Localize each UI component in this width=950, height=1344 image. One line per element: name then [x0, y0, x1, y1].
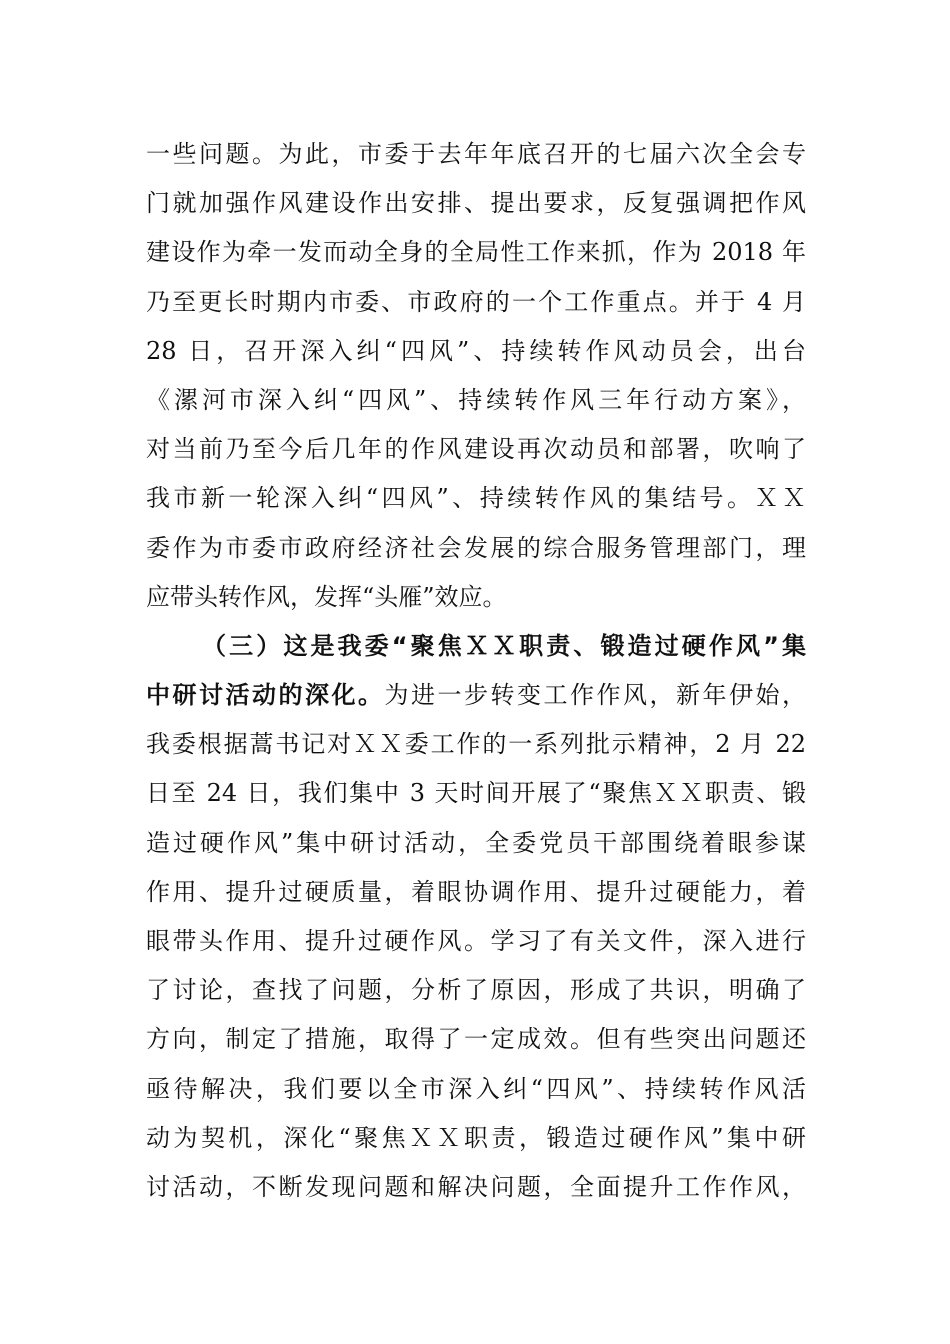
text-line: 亟待解决，我们要以全市深入纠“四风”、持续转作风活	[146, 1074, 806, 1103]
paragraph-2	[146, 622, 806, 1212]
text-line: 《漯河市深入纠“四风”、持续转作风三年行动方案》，	[146, 385, 806, 414]
text-line: 我委根据蒿书记对ＸＸ委工作的一系列批示精神，2 月 22	[146, 730, 806, 759]
text-line: 日至 24 日，我们集中 3 天时间开展了“聚焦ＸＸ职责、锻	[146, 779, 806, 808]
text-line: 我市新一轮深入纠“四风”、持续转作风的集结号。ＸＸ	[146, 484, 806, 513]
text-line: 眼带头作用、提升过硬作风。学习了有关文件，深入进行	[146, 927, 806, 955]
text-line: 造过硬作风”集中研讨活动，全委党员干部围绕着眼参谋	[146, 828, 806, 857]
text-line: 动为契机，深化“聚焦ＸＸ职责，锻造过硬作风”集中研	[146, 1123, 806, 1152]
text-fragment: 为进一步转变工作作风，新年伊始，	[384, 681, 806, 710]
text-line: 门就加强作风建设作出安排、提出要求，反复强调把作风	[146, 189, 806, 218]
text-line	[146, 671, 806, 720]
text-line: 委作为市委市政府经济社会发展的综合服务管理部门，理	[146, 533, 806, 562]
text-line: 应带头转作风，发挥“头雁”效应。	[146, 582, 507, 611]
text-line: 一些问题。为此，市委于去年年底召开的七届六次全会专	[146, 140, 806, 168]
text-line: 乃至更长时期内市委、市政府的一个工作重点。并于 4 月	[146, 287, 806, 316]
section-heading-end: 中研讨活动的深化。	[146, 681, 385, 710]
text-line: 对当前乃至今后几年的作风建设再次动员和部署，吹响了	[146, 435, 806, 464]
section-heading: （三）这是我委“聚焦ＸＸ职责、锻造过硬作风”集	[202, 631, 806, 660]
text-line: 讨活动，不断发现问题和解决问题，全面提升工作作风，	[146, 1172, 806, 1201]
paragraph-1	[146, 130, 806, 622]
text-line: 作用、提升过硬质量，着眼协调作用、提升过硬能力，着	[146, 877, 806, 906]
document-body	[146, 130, 806, 1212]
text-line: 28 日，召开深入纠“四风”、持续转作风动员会，出台	[146, 336, 806, 365]
text-line: 建设作为牵一发而动全身的全局性工作来抓，作为 2018 年	[146, 238, 806, 267]
text-line: 了讨论，查找了问题，分析了原因，形成了共识，明确了	[146, 976, 806, 1005]
text-line: 方向，制定了措施，取得了一定成效。但有些突出问题还	[146, 1025, 806, 1054]
